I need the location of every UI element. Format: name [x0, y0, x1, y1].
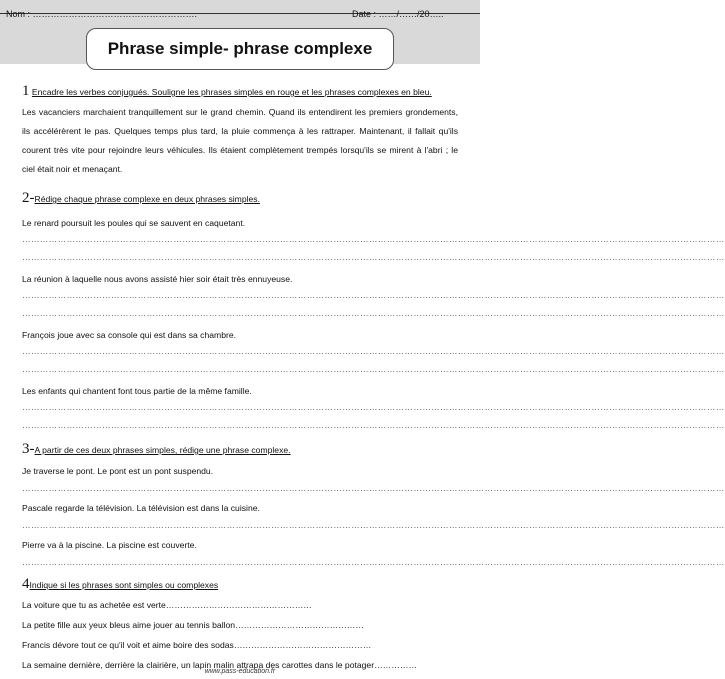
answer-line[interactable]: ………………………………………………………………………………………………………………………………………………………………………………………………………………… — [22, 402, 725, 412]
q1-paragraph: Les vacanciers marchaient tranquillement sur le grand chemin. Quand ils entendirent les premiers grondements, ils accélérèrent le pas. Quelques temps plus tard, la pluie commença à les rattraper. Maintenant, il fallait qu'ils courent très vite pour rejoindre leurs véhicules. Ils étaient complètement trempés lorsqu'ils se mirent à l'abri ; le ciel était noir et menaçant. — [22, 107, 458, 174]
q3-instruction: A partir de ces deux phrases simples, rédige une phrase complexe. — [34, 445, 291, 455]
answer-line[interactable]: ………………………………………………………………………………………………………………………………………………………………………………………………………………… — [22, 420, 725, 430]
title-box — [86, 28, 394, 70]
answer-line[interactable]: ………………………………………………………………………………………………………………………………………………………………………………………………………………… — [22, 234, 725, 244]
q2-number: 2- — [22, 190, 35, 206]
worksheet-body — [22, 83, 725, 672]
answer-line[interactable]: ………………………………………………………………………………………………………………………………………………………………………………………………………………… — [22, 308, 725, 318]
q1-instruction: Encadre les verbes conjugués. Souligne les phrases simples en rouge et les phrases complexes en bleu. — [31, 87, 432, 97]
q2-sentence-2: La réunion à laquelle nous avons assisté hier soir était très ennuyeuse. — [22, 274, 293, 284]
q3-sentence-1: Je traverse le pont. Le pont est un pont suspendu. — [22, 466, 214, 476]
q3-heading — [22, 442, 458, 458]
q4-number: 4 — [22, 576, 30, 592]
q4-sentence-1[interactable]: La voiture que tu as achetée est verte…………………………………………… — [22, 600, 312, 610]
q2-sentence-4: Les enfants qui chantent font tous partie de la même famille. — [22, 386, 252, 396]
answer-line[interactable]: ………………………………………………………………………………………………………………………………………………………………………………………………………………… — [22, 520, 725, 530]
q2-heading — [22, 191, 458, 207]
date-field[interactable]: Date : ……/……/20….. — [352, 9, 444, 19]
answer-line[interactable]: ………………………………………………………………………………………………………………………………………………………………………………………………………………… — [22, 252, 725, 262]
answer-line[interactable]: ………………………………………………………………………………………………………………………………………………………………………………………………………………… — [22, 364, 725, 374]
q4-sentence-3[interactable]: Francis dévore tout ce qu'il voit et aime boire des sodas………………………………………… — [22, 640, 372, 650]
q3-number: 3- — [22, 441, 35, 457]
q1-heading — [22, 84, 458, 100]
footer-url: www.pass-education.fr — [204, 668, 276, 675]
answer-line[interactable]: ………………………………………………………………………………………………………………………………………………………………………………………………………………… — [22, 346, 725, 356]
q4-heading — [22, 577, 458, 593]
name-field[interactable]: Nom : ………………………………………………. — [6, 9, 198, 19]
answer-line[interactable]: ………………………………………………………………………………………………………………………………………………………………………………………………………………… — [22, 483, 725, 493]
q2-instruction: Rédige chaque phrase complexe en deux phrases simples. — [34, 194, 260, 204]
q3-sentence-3: Pierre va à la piscine. La piscine est couverte. — [22, 540, 197, 550]
q4-sentence-2[interactable]: La petite fille aux yeux bleus aime jouer au tennis ballon……………………………………… — [22, 620, 364, 630]
q4-instruction: Indique si les phrases sont simples ou complexes — [29, 580, 219, 590]
answer-line[interactable]: ………………………………………………………………………………………………………………………………………………………………………………………………………………… — [22, 557, 725, 567]
q2-sentence-3: François joue avec sa console qui est dans sa chambre. — [22, 330, 237, 340]
q2-sentence-1: Le renard poursuit les poules qui se sauvent en caquetant. — [22, 218, 246, 228]
q4-sentence-4[interactable]: La semaine dernière, derrière la clairière, un lapin malin attrapa des carottes dans le potager…………… — [22, 660, 418, 670]
q3-sentence-2: Pascale regarde la télévision. La télévision est dans la cuisine. — [22, 503, 260, 513]
answer-line[interactable]: ………………………………………………………………………………………………………………………………………………………………………………………………………………… — [22, 290, 725, 300]
q1-number: 1 — [22, 83, 30, 99]
page-title: Phrase simple- phrase complexe — [107, 39, 373, 58]
